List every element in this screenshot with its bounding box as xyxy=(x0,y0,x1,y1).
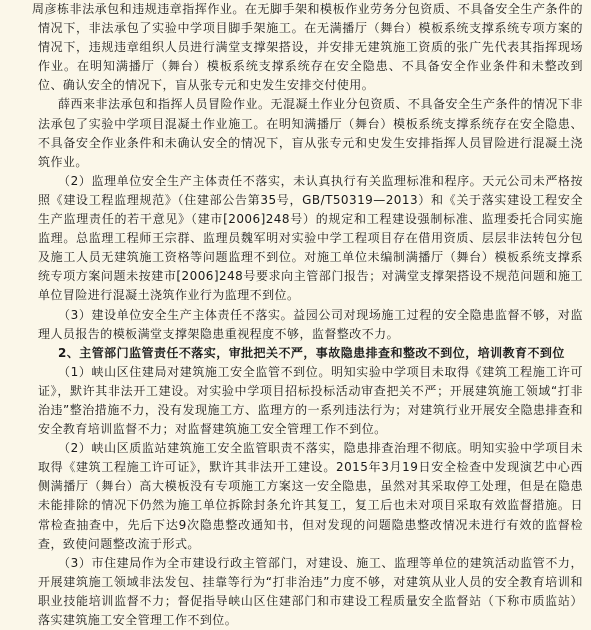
paragraph-construction-unit: （3）建设单位安全生产主体责任不落实。益园公司对现场施工过程的安全隐患监督不够，对监理人员报告的模板满堂支撑架隐患重视程度不够，监督整改不力。 xyxy=(38,307,583,341)
paragraph-xiashan-housing-bureau: （1）峡山区住建局对建筑施工安全监管不到位。明知实验中学项目未取得《建筑工程施工许可证》，默许其非法开工建设。对实验中学项目招标投标活动审查把关不严；开展建筑施工领域“打非治违”整治措施不力，没有发现施工方、监理方的一系列违法行为；对建筑行业开展安全隐患排查和安全教育培训监督不力；对监督建筑施工安全管理工作不到位。 xyxy=(38,364,583,437)
paragraph-supervision-unit: （2）监理单位安全生产主体责任不落实，未认真执行有关监理标准和程序。天元公司未严格按照《建设工程监理规范》（住建部公告第35号，GB/T50319—2013）和《关于落实建设工程安全生产监理责任的若干意见》（建市[2006]248号）的规定和工程建设强制标准、监理委托合同实施监理。总监理工程师王宗群、监理员魏军明对实验中学工程项目存在借用资质、层层非法转包分包及施工人员无建筑施工资格等问题监理不到位。对施工单位未编制满播厅（舞台）模板系统支撑系统专项方案问题未按建市[2006]248号要求向主管部门报告；对满堂支撑架搭设不规范问题和施工单位冒险进行混凝土浇筑作业行为监理不到位。 xyxy=(38,173,583,303)
paragraph-xiashan-quality-station: （2）峡山区质监站建筑施工安全监管职责不落实，隐患排查治理不彻底。明知实验中学项目未取得《建筑工程施工许可证》，默许其非法开工建设。2015年3月19日安全检查中发现演艺中心西侧满播厅（舞台）高大模板没有专项施工方案这一安全隐患，虽然对其采取停工处理，但是在隐患未能排除的情况下仍然为施工单位拆除封条允许其复工，复工后也未对项目采取有效监督措施。日常检查抽查中，先后下达9次隐患整改通知书，但对发现的问题隐患整改情况未进行有效的监督检查，致使问题整改流于形式。 xyxy=(38,441,583,551)
paragraph-xue-xilai: 薛西来非法承包和指挥人员冒险作业。无混凝土作业分包资质、不具备安全生产条件的情况下非法承包了实验中学项目混凝土作业施工。在明知满播厅（舞台）模板系统支撑系统存在安全隐患、不具备安全作业条件和未确认安全的情况下，盲从张专元和史发生安排指挥人员冒险进行混凝土浇筑作业。 xyxy=(38,97,583,169)
section-heading-2: 2、主管部门监管责任不落实，审批把关不严，事故隐患排查和整改不到位，培训教育不到位 xyxy=(58,345,565,360)
paragraph-zhou-yandong: 周彦栋非法承包和违规违章指挥作业。在无脚手架和模板作业劳务分包资质、不具备安全生产条件的情况下，非法承包了实验中学项目脚手架施工。在无满播厅（舞台）模板系统支撑系统专项方案的情况下，违规违章组织人员进行满堂支撑架搭设，并安排无建筑施工资质的张广先代表其指挥现场作业。在明知满播厅（舞台）模板系统支撑系统存在安全隐患、不具备安全作业条件和未整改到位、确认安全的情况下，盲从张专元和史发生安排交付使用。 xyxy=(32,2,583,93)
paragraph-city-housing-bureau: （3）市住建局作为全市建设行政主管部门，对建设、施工、监理等单位的建筑活动监管不力，开展建筑施工领域非法发包、挂靠等行为“打非治违”力度不够，对建筑从业人员的安全教育培训和职业技能培训监督不力；督促指导峡山区住建部门和市建设工程质量安全监督站（下称市质监站）落实建筑施工安全管理工作不到位。 xyxy=(38,555,583,627)
